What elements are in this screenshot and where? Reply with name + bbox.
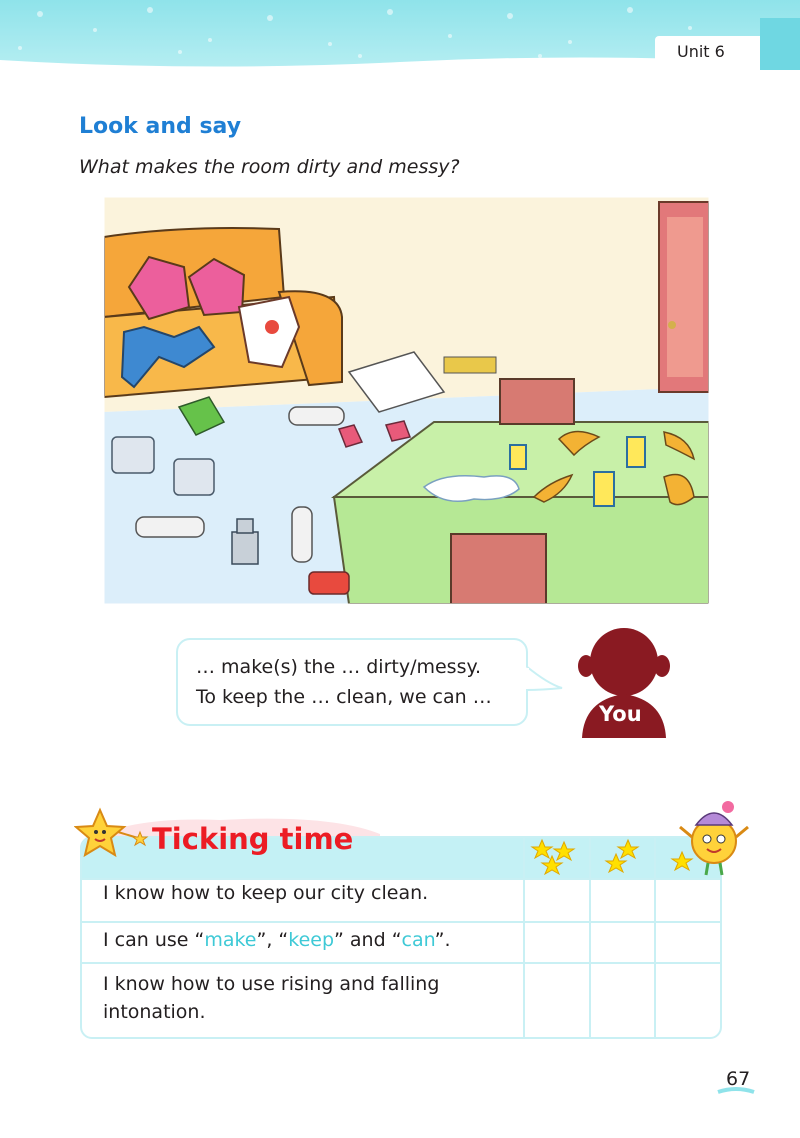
tick-row-3 <box>103 970 439 1026</box>
row-divider <box>82 962 720 964</box>
rating-star-icon <box>532 840 552 858</box>
section-title: Look and say <box>79 114 242 139</box>
page-number-swoosh <box>716 1086 756 1096</box>
tick-row-2 <box>103 926 451 954</box>
bubble-tail <box>526 664 566 694</box>
highlight-make: make <box>204 929 257 951</box>
ticking-title: Ticking time <box>152 822 354 856</box>
bubble-line-1: … make(s) the … dirty/messy. <box>196 656 482 678</box>
unit-tab <box>760 18 800 70</box>
tick-row-3-line-1: I know how to use rising and falling <box>103 973 440 995</box>
highlight-keep: keep <box>288 929 335 951</box>
highlight-can: can <box>401 929 435 951</box>
row2-text: ” and “ <box>334 929 402 951</box>
rating-star-icon <box>672 852 692 870</box>
row2-text: ”, “ <box>256 929 289 951</box>
bubble-line-2: To keep the … clean, we can … <box>196 686 492 708</box>
tick-row-3-line-2: intonation. <box>103 1001 206 1023</box>
door <box>659 202 709 392</box>
row2-text: I can use “ <box>103 929 205 951</box>
row-divider <box>82 921 720 923</box>
you-label: You <box>599 702 642 726</box>
rating-star-icon <box>618 840 638 858</box>
page-number: 67 <box>726 1068 751 1090</box>
messy-room-illustration <box>104 197 709 604</box>
rating-star-icon <box>554 842 574 860</box>
unit-label: Unit 6 <box>655 36 800 70</box>
star-mascot-icon <box>74 806 150 866</box>
section-question: What makes the room dirty and messy? <box>79 156 460 178</box>
tick-row-1: I know how to keep our city clean. <box>103 882 429 904</box>
speech-bubble <box>176 638 528 726</box>
column-divider <box>523 838 525 1037</box>
row2-text: ”. <box>434 929 451 951</box>
rating-stars-header <box>528 836 728 876</box>
